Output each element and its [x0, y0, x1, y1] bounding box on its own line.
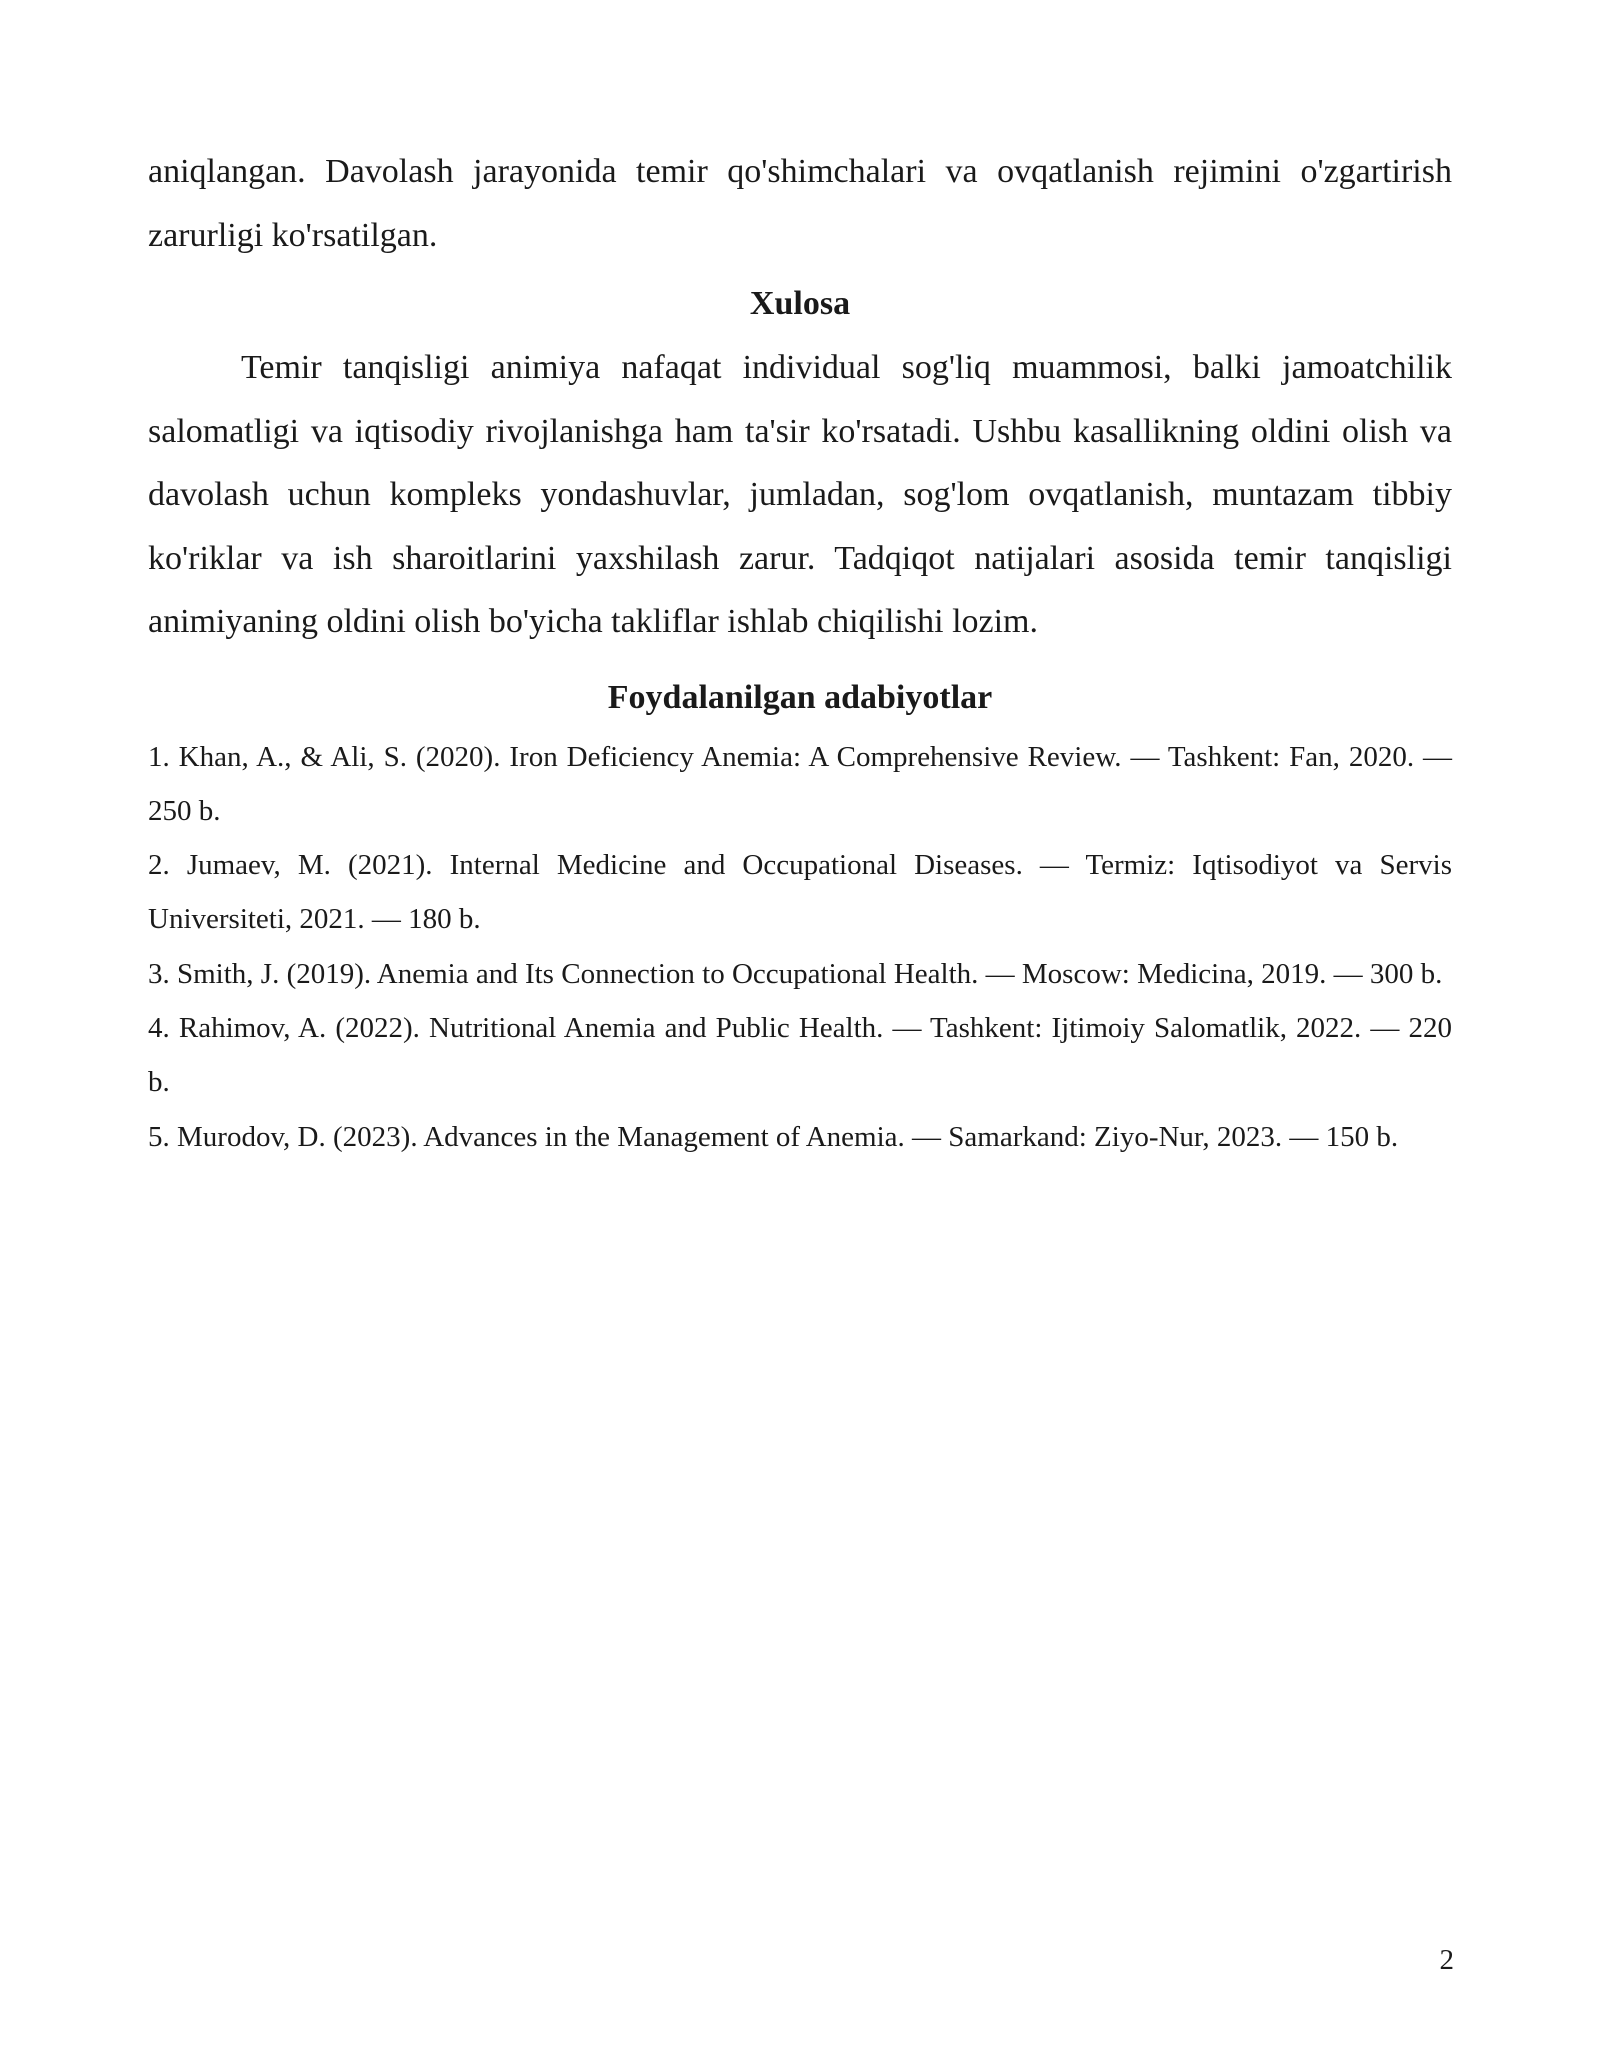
page-content [148, 140, 1452, 1164]
reference-item-5: 5. Murodov, D. (2023). Advances in the Management of Anemia. — Samarkand: Ziyo-Nur, 2023. — 150 b. [148, 1120, 1399, 1153]
reference-item-3: 3. Smith, J. (2019). Anemia and Its Connection to Occupational Health. — Moscow: Medicina, 2019. — 300 b. [148, 957, 1443, 990]
reference-item-1: 1. Khan, A., & Ali, S. (2020). Iron Deficiency Anemia: A Comprehensive Review. — Tashkent: Fan, 2020. — 250 b. [148, 740, 1452, 827]
reference-item-2: 2. Jumaev, M. (2021). Internal Medicine and Occupational Diseases. — Termiz: Iqtisodiyot va Servis Universiteti, 2021. — 180 b. [148, 849, 1452, 936]
intro-paragraph: aniqlangan. Davolash jarayonida temir qo'shimchalari va ovqatlanish rejimini o'zgartirish zarurligi ko'rsatilgan. [148, 153, 1452, 254]
references-heading: Foydalanilgan adabiyotlar [607, 678, 993, 716]
references-list [148, 730, 1452, 1164]
conclusion-heading: Xulosa [749, 285, 851, 322]
conclusion-paragraph: Temir tanqisligi animiya nafaqat individual sog'liq muammosi, balki jamoatchilik salomatligi va iqtisodiy rivojlanishga ham ta'sir ko'rsatadi. Ushbu kasallikning oldini olish va davolash uchun kompleks yondashuvlar, jumladan, sog'lom ovqatlanish, muntazam tibbiy ko'riklar va ish sharoitlarini yaxshilash zarur. Tadqiqot natijalari asosida temir tanqisligi animiyaning oldini olish bo'yicha takliflar ishlab chiqilishi lozim. [148, 349, 1452, 640]
page-number: 2 [1439, 1944, 1454, 1976]
reference-item-4: 4. Rahimov, A. (2022). Nutritional Anemia and Public Health. — Tashkent: Ijtimoiy Salomatlik, 2022. — 220 b. [148, 1011, 1452, 1099]
